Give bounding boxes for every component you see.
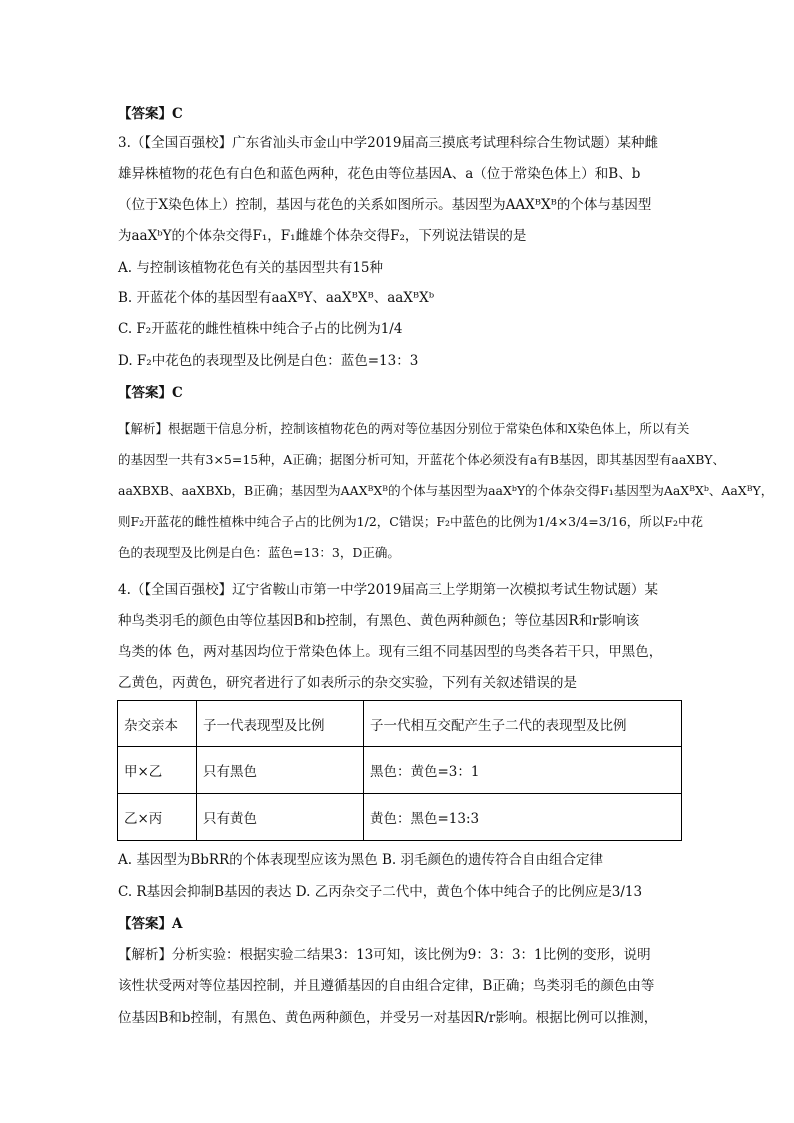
q3-analysis-line-2: 的基因型一共有3×5=15种，A正确；据图分析可知，开蓝花个体必须没有a有B基因，即其基因型有aaXBY、: [118, 452, 725, 467]
q4-options-line-1: A. 基因型为BbRR的个体表现型应该为黑色 B. 羽毛颜色的遗传符合自由组合定律: [118, 852, 604, 868]
q3-analysis-line-4: 则F₂开蓝花的雌性植株中纯合子占的比例为1/2，C错误；F₂中蓝色的比例为1/4×3/4=3/16，所以F₂中花: [118, 514, 703, 529]
q3-stem-line-2: 雄异株植物的花色有白色和蓝色两种，花色由等位基因A、a（位于常染色体上）和B、b: [118, 166, 641, 182]
table-row: [118, 794, 682, 841]
table-cell: 甲×乙: [118, 747, 197, 794]
q3-stem-line-4: 为aaXᵇY的个体杂交得F₁，F₁雌雄个体杂交得F₂，下列说法错误的是: [118, 228, 527, 244]
q3-analysis-line-3: aaXBXB、aaXBXb，B正确；基因型为AAXᴮXᴮ的个体与基因型为aaXᵇY的个体杂交得F₁基因型为AaXᴮXᵇ、AaXᴮY，: [118, 483, 774, 498]
q3-option-b: B. 开蓝花个体的基因型有aaXᴮY、aaXᴮXᴮ、aaXᴮXᵇ: [118, 290, 435, 306]
q4-analysis-line-1: 【解析】分析实验：根据实验二结果3：13可知，该比例为9：3：3：1比例的变形，说明: [118, 947, 651, 963]
q3-option-a: A. 与控制该植物花色有关的基因型共有15种: [118, 260, 384, 276]
table-cell: 黑色：黄色=3：1: [364, 747, 682, 794]
table-header-cell: 子一代表现型及比例: [197, 701, 364, 747]
q4-analysis-line-3: 位基因B和b控制，有黑色、黄色两种颜色，并受另一对基因R/r影响。根据比例可以推测，: [118, 1010, 658, 1026]
table-cell: 乙×丙: [118, 794, 197, 841]
q3-option-d: D. F₂中花色的表现型及比例是白色：蓝色=13：3: [118, 353, 419, 369]
cross-table: [117, 700, 682, 841]
q3-analysis-line-1: 【解析】根据题干信息分析，控制该植物花色的两对等位基因分别位于常染色体和X染色体上，所以有关: [118, 421, 690, 436]
table-header-cell: 子一代相互交配产生子二代的表现型及比例: [364, 701, 682, 747]
q4-stem-line-4: 乙黄色，丙黄色，研究者进行了如表所示的杂交实验，下列有关叙述错误的是: [118, 675, 577, 691]
table-cell: 只有黑色: [197, 747, 364, 794]
q4-answer: 【答案】A: [118, 916, 183, 932]
table-cell: 黄色：黑色=13:3: [364, 794, 682, 841]
q4-stem-line-2: 种鸟类羽毛的颜色由等位基因B和b控制，有黑色、黄色两种颜色；等位基因R和r影响该: [118, 613, 640, 629]
table-cell: 只有黄色: [197, 794, 364, 841]
q4-stem-line-1: 4.（【全国百强校】辽宁省鞍山市第一中学2019届高三上学期第一次模拟考试生物试题）某: [118, 582, 658, 598]
q4-stem-line-3: 鸟类的体 色，两对基因均位于常染色体上。现有三组不同基因型的鸟类各若干只，甲黑色，: [118, 644, 663, 660]
q4-options-line-2: C. R基因会抑制B基因的表达 D. 乙丙杂交子二代中，黄色个体中纯合子的比例应是3/13: [118, 884, 643, 900]
table-header-cell: 杂交亲本: [118, 701, 197, 747]
q3-stem-line-1: 3.（【全国百强校】广东省汕头市金山中学2019届高三摸底考试理科综合生物试题）某种雌: [118, 135, 658, 151]
table-header-row: [118, 701, 682, 747]
q3-answer: 【答案】C: [118, 385, 183, 401]
q3-option-c: C. F₂开蓝花的雌性植株中纯合子占的比例为1/4: [118, 321, 403, 337]
q3-analysis-line-5: 色的表现型及比例是白色：蓝色=13：3，D正确。: [118, 545, 400, 560]
q4-analysis-line-2: 该性状受两对等位基因控制，并且遵循基因的自由组合定律，B正确；鸟类羽毛的颜色由等: [118, 978, 655, 994]
table-row: [118, 747, 682, 794]
q3-stem-line-3: （位于X染色体上）控制，基因与花色的关系如图所示。基因型为AAXᴮXᴮ的个体与基因型: [118, 197, 652, 213]
q3-prev-answer: 【答案】C: [118, 106, 183, 122]
